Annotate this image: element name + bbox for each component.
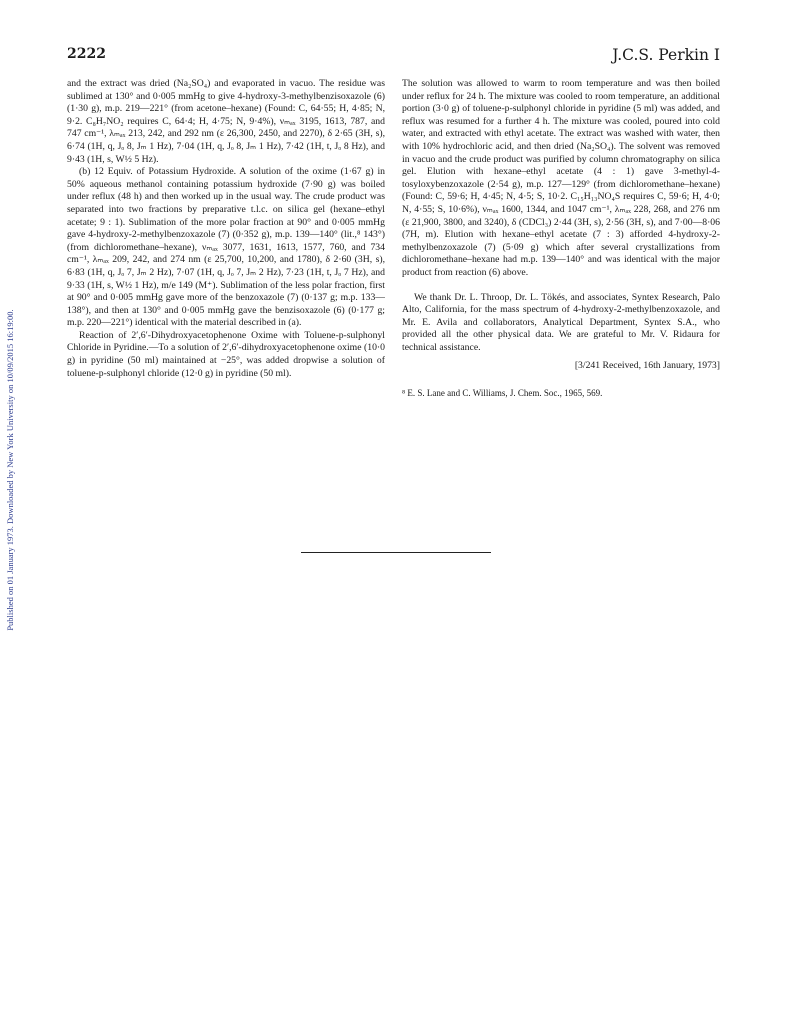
page-number: 2222 [67, 46, 106, 62]
acknowledgements: We thank Dr. L. Throop, Dr. L. Tökés, and associates, Syntex Research, Palo Alto, California, for the mass spectrum of 4-hydroxy-2-methylbenzoxazole, and Mr. E. Avila and collaborators, Analytical Department, Syntex S.A., who provided all the other physical data. We are grateful to Mr. V. Ridaura for technical assistance. [402, 291, 720, 353]
publication-sidebar [1, 0, 19, 1009]
publication-note: Published on 01 January 1973. Downloaded by New York University on 10/09/2015 16:19:00. [5, 309, 15, 631]
paragraph-continuation: The solution was allowed to warm to room temperature and was then boiled under reflux for 24 h. The mixture was cooled to room temperature, an additional portion (3·0 g) of toluene-p-sulphonyl chloride in pyridine (5 ml) was added, and reflux was resumed for a further 4 h. The mixture was cooled, poured into cold water, and extracted with ethyl acetate. The extract was washed with water, then with 10% hydrochloric acid, and then dried (Na₂SO₄). The solvent was removed in vacuo and the crude product was purified by column chromatography on silica gel. Elution with hexane–ethyl acetate (4 : 1) gave 3-methyl-4-tosyloxybenzoxazole (2·54 g), m.p. 127—129° (from dichloromethane–hexane) (Found: C, 59·6; H, 4·45; N, 4·5; S, 10·2. C₁₅H₁₃NO₄S requires C, 59·6; H, 4·0; N, 4·55; S, 10·6%), νₘₐₓ 1600, 1344, and 1047 cm⁻¹, λₘₐₓ 228, 268, and 276 nm (ε 21,900, 3800, and 3240), δ (CDCl₃) 2·44 (3H, s), 2·56 (3H, s), and 7·00—8·06 (7H, m). Elution with hexane–ethyl acetate (7 : 3) afforded 4-hydroxy-2-methylbenzoxazole (7) (5·09 g) which after several crystallizations from dichloromethane–hexane had m.p. 139—140° and was identical with the major product from reaction (6) above. [402, 78, 720, 278]
left-column [67, 78, 385, 380]
paragraph-procedure-b: (b) 12 Equiv. of Potassium Hydroxide. A solution of the oxime (1·67 g) in 50% aqueous methanol containing potassium hydroxide (7·90 g) was boiled under reflux (48 h) and then worked up in the usual way. The crude product was separated into two fractions by preparative t.l.c. on silica gel (hexane–ethyl acetate; 9 : 1). Sublimation of the more polar fraction at 90° and 0·005 mmHg gave 4-hydroxy-2-methylbenzoxazole (7) (0·352 g), m.p. 139—140° (lit.,⁸ 143°) (from dichloromethane–hexane), νₘₐₓ 3077, 1631, 1613, 1577, 760, and 734 cm⁻¹, λₘₐₓ 209, 242, and 274 nm (ε 25,700, 10,200, and 1780), δ 2·60 (3H, s), 6·83 (1H, q, Jₒ 7, Jₘ 2 Hz), 7·07 (1H, q, Jₒ 7, Jₘ 2 Hz), 7·23 (1H, t, Jₒ 7 Hz), and 9·33 (1H, s, W½ 1 Hz), m/e 149 (M⁺). Sublimation of the less polar fraction, first at 90° and 0·005 mmHg gave more of the benzoxazole (7) (0·137 g; m.p. 133—138°), and then at 130° and 0·005 mmHg gave the benzisoxazole (6) (0·177 g; m.p. 220—221°) identical with the material described in (a). [67, 166, 385, 329]
end-rule [301, 552, 491, 553]
right-column [402, 78, 720, 400]
received-note: [3/241 Received, 16th January, 1973] [574, 360, 720, 372]
reference-note: ⁸ E. S. Lane and C. Williams, J. Chem. Soc., 1965, 569. [402, 388, 603, 399]
journal-title: J.C.S. Perkin I [612, 46, 720, 64]
paragraph-procedure-a: and the extract was dried (Na₂SO₄) and evaporated in vacuo. The residue was sublimed at 130° and 0·005 mmHg to give 4-hydroxy-3-methylbenzisoxazole (6) (1·30 g), m.p. 219—221° (from acetone–hexane) (Found: C, 64·55; H, 4·85; N, 9·2. C₈H₇NO₂ requires C, 64·4; H, 4·75; N, 9·4%), νₘₐₓ 3195, 1613, 787, and 747 cm⁻¹, λₘₐₓ 213, 242, and 292 nm (ε 26,300, 2450, and 2270), δ 2·65 (3H, s), 6·74 (1H, q, Jₒ 8, Jₘ 1 Hz), 7·04 (1H, q, Jₒ 8, Jₘ 1 Hz), 7·42 (1H, t, Jₒ 8 Hz), and 9·43 (1H, s, W½ 5 Hz). [67, 78, 385, 165]
paragraph-oxime-reaction: Reaction of 2′,6′-Dihydroxyacetophenone Oxime with Toluene-p-sulphonyl Chloride in Pyridine.—To a solution of 2′,6′-dihydroxyacetophenone oxime (10·0 g) in pyridine (50 ml) maintained at −25°, was added dropwise a solution of toluene-p-sulphonyl chloride (12·0 g) in pyridine (50 ml). [67, 329, 385, 379]
